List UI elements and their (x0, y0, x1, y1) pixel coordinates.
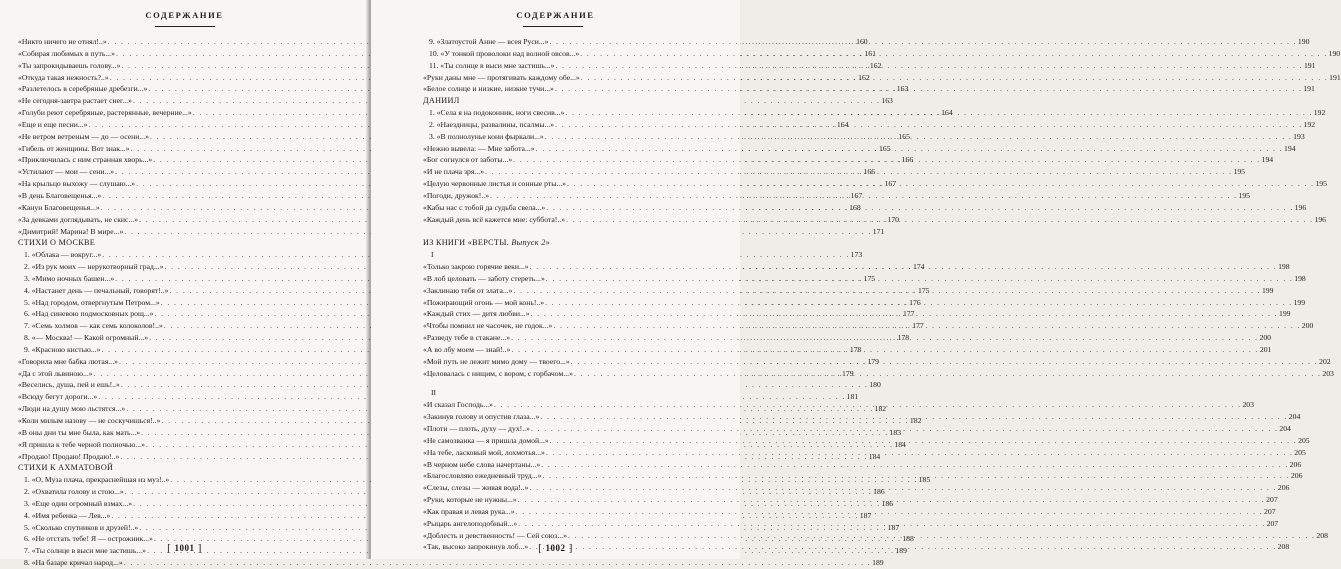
dot-leader (566, 214, 1313, 226)
toc-entry-title: «Целовалась с нищим, с вором, с горбачом...» (423, 368, 573, 378)
toc-entry-page: 200 (1301, 321, 1314, 331)
toc-entry-title: «Мой путь не лежит мимо дому — твоего...» (423, 356, 570, 366)
toc-entry-title: «Приключилась с ним странная хворь...» (18, 155, 153, 165)
toc-entry-title: «Пожирающий огонь — мой конь!..» (423, 297, 545, 307)
dot-leader (485, 166, 1232, 178)
toc-entry (18, 379, 881, 391)
toc-entry-page: 187 (859, 510, 872, 520)
toc-entry-page: 162 (858, 72, 870, 82)
toc-entry-title: «Не самозванка — я пришла домой...» (423, 435, 549, 445)
dot-leader (549, 36, 1296, 48)
dot-leader (555, 119, 1302, 131)
toc-entry-title: «И не плача зря...» (423, 167, 485, 177)
toc-entry-page: 198 (1294, 273, 1306, 283)
toc-entry-page: 189 (872, 558, 884, 568)
page-number: [ 1002 ] (538, 542, 573, 554)
toc-entry-title: 2. «Охватила голову и стою...» (24, 487, 124, 497)
section-heading: ДАНИИЛ (423, 96, 460, 106)
toc-entry-title: «Да с этой львиною...» (18, 368, 93, 378)
toc-entry-title: «А во лбу моем — знай!..» (423, 344, 511, 354)
toc-entry-page: 181 (846, 392, 859, 402)
toc-entry-title: «Погоди, дружок!..» (423, 190, 490, 200)
page-number-value: 1001 (174, 543, 195, 553)
toc-entry (18, 557, 884, 569)
running-header: СОДЕРЖАНИЕ (516, 10, 595, 20)
dot-leader (531, 308, 1278, 320)
toc-entry-page: 165 (879, 143, 891, 153)
toc-entry-title: «Не ветром ветреным — до — осени...» (18, 131, 149, 141)
toc-entry-page: 163 (896, 84, 909, 94)
toc-entry-title: «Собирая любимых в путь...» (18, 48, 115, 58)
dot-leader (540, 411, 1287, 423)
toc-entry-title: «Плоти — плоть, духу — дух!..» (423, 424, 530, 433)
toc-entry-title: 2. «Наездницы, развалины, псалмы...» (429, 119, 555, 129)
toc-entry-title: 9. «Красною кистью...» (24, 344, 101, 354)
dot-leader (494, 399, 1241, 411)
toc-entry-page: 195 (1233, 167, 1245, 177)
toc-entry-page: 208 (1277, 542, 1290, 552)
toc-entry-title: 4. «Имя ребенка — Лев...» (24, 510, 111, 520)
toc-entry-title: «Разведу тебе в стакане...» (423, 333, 511, 343)
toc-entry-title: «Откуда такая нежность?..» (18, 72, 109, 82)
subsection-numeral: II (431, 388, 436, 398)
toc-entry-title: «Голуби реют серебряные, растерянные, вечерние...» (18, 108, 192, 118)
toc-entry-title: «Говорила мне бабка лютая...» (18, 356, 118, 366)
dot-leader (545, 131, 1292, 143)
toc-entry-title: «В черном небе слова начертаны...» (423, 459, 541, 469)
toc-entry-title: «Коли милым назову — не соскучишься!..» (18, 416, 161, 425)
toc-entry-title: «Чтобы помнил не часочек, не годок...» (423, 321, 553, 331)
toc-entry-page: 207 (1266, 518, 1279, 528)
section-heading-italic: Выпуск 2 (511, 238, 546, 248)
subsection-numeral: I (431, 250, 434, 260)
toc-entry-page: 191 (1303, 60, 1316, 70)
toc-entry-title: 2. «Из рук моих — нерукотворный град...» (24, 262, 164, 272)
toc-entry-title: 7. «Ты солнце в выси мне застишь...» (24, 546, 146, 556)
toc-entry-title: «Так, высоко запрокинув лоб...» (423, 542, 529, 552)
toc-entry-page: 186 (873, 487, 885, 497)
toc-entry-title: «Гибель от женщины. Вот знак...» (18, 143, 130, 153)
toc-entry-title: «Закинув голову и опустив глаза...» (423, 412, 540, 422)
dot-leader (518, 518, 1265, 530)
toc-entry (423, 459, 1302, 471)
dot-leader (556, 60, 1303, 72)
toc-entry-title: «Только закрою горячие веки...» (423, 262, 529, 272)
toc-entry-page: 163 (881, 96, 893, 106)
toc-entry-title: 9. «Златоустой Анне — всея Руси...» (429, 37, 549, 46)
toc-entry-title: «И сказал Господь...» (423, 400, 494, 410)
section-heading-text: ИЗ КНИГИ «ВЕРСТЫ. (423, 238, 512, 248)
toc-entry-title: «Разлетелось в серебряные дребезги...» (18, 84, 148, 94)
dot-leader (518, 494, 1265, 506)
toc-entry-title: «Каждый стих — дитя любви...» (423, 309, 530, 319)
toc-entry-title: 6. «Над синевою подмосковных рощ...» (24, 309, 154, 319)
dot-leader (490, 190, 1237, 202)
toc-entry-title: «Димитрий! Марина! В мире...» (18, 226, 124, 236)
toc-entry-page: 194 (1284, 143, 1296, 153)
toc-entry-title: «Благословляю ежедневный труд...» (423, 471, 542, 481)
toc-entry-page: 195 (1315, 179, 1327, 189)
toc-entry-page: 203 (1242, 400, 1254, 410)
toc-entry-title: «Как правая и левая рука...» (423, 506, 515, 516)
toc-entry-page: 201 (1259, 344, 1272, 354)
toc-entry-title: «Веселись, душа, пей и ешь!..» (18, 380, 120, 390)
page-number: [ 1001 ] (167, 542, 202, 554)
toc-entry-title: «Ты запрокидываешь голову...» (18, 60, 121, 70)
toc-entry-page: 202 (1319, 356, 1331, 366)
toc-entry-page: 184 (894, 439, 906, 449)
toc-entry-page: 194 (1261, 155, 1274, 165)
toc-entry-page: 192 (1303, 119, 1316, 129)
toc-entry-page: 208 (1316, 530, 1328, 540)
toc-entry-page: 164 (941, 108, 953, 118)
toc-entry-page: 177 (912, 321, 924, 331)
toc-entry-page: 206 (1289, 459, 1302, 469)
toc-entry-page: 176 (909, 297, 921, 307)
toc-entry-title: 8. «На базаре кричал народ...» (24, 558, 123, 568)
toc-entry-title: «Не сегодня-завтра растает снег...» (18, 96, 132, 106)
toc-entry-page: 189 (895, 546, 907, 556)
toc-entry-page: 160 (856, 37, 868, 46)
toc-entry-page: 161 (864, 48, 876, 58)
toc-entry-title: «Люди на душу мою льстятся...» (18, 404, 126, 414)
section-heading (423, 237, 728, 249)
toc-entry-title: «Руки даны мне — протягивать каждому обе...» (423, 72, 580, 82)
toc-entry-page: 175 (917, 285, 930, 295)
toc-entry-page: 205 (1298, 435, 1310, 445)
toc-entry-page: 186 (881, 498, 894, 508)
dot-leader (567, 178, 1314, 190)
running-header: СОДЕРЖАНИЕ (145, 10, 224, 20)
toc-entry-title: «Бог согнулся от заботы...» (423, 155, 513, 165)
toc-entry-title: 3. «В полнолунье кони фыркали...» (429, 131, 544, 141)
toc-entry-page: 207 (1266, 495, 1278, 505)
section-heading-suffix: » (545, 238, 551, 248)
toc-entry-title: «Кабы нас с тобой да судьба свела...» (423, 202, 546, 212)
dot-leader (546, 202, 1293, 214)
toc-entry (18, 226, 885, 238)
toc-entry-page: 196 (1294, 202, 1307, 212)
toc-entry-page: 179 (842, 368, 854, 378)
toc-entry-title: 6. «Не отстать тебе! Я — острожник...» (24, 534, 153, 544)
dot-leader (571, 356, 1318, 368)
toc-entry-title: «Еще и еще песни...» (18, 119, 88, 129)
toc-entry (18, 249, 863, 261)
toc-entry-page: 173 (850, 250, 863, 260)
dot-leader (516, 506, 1263, 518)
toc-entry-title: «Устилают — мои — сени...» (18, 167, 115, 177)
toc-entry-title: 1. «Облака — вокруг...» (24, 250, 102, 260)
toc-entry-page: 168 (849, 202, 861, 212)
dot-leader (555, 83, 1302, 95)
dot-leader (550, 435, 1297, 447)
toc-entry-title: 3. «Мимо ночных башен...» (24, 273, 115, 283)
dot-leader (514, 285, 1261, 297)
toc-entry-page: 198 (1278, 262, 1290, 272)
dot-leader (553, 320, 1300, 332)
toc-entry-page: 185 (918, 475, 931, 485)
dot-leader (565, 107, 1312, 119)
toc-entry-title: 10. «У тонкой проволоки над волной овсов...» (429, 48, 580, 58)
toc-entry-page: 187 (887, 522, 900, 532)
toc-entry-page: 167 (850, 190, 863, 200)
toc-entry-title: «Всюду бегут дороги...» (18, 392, 98, 402)
spacer (423, 379, 728, 387)
toc-entry-title: «Слезы, слезы — живая вода!..» (423, 483, 529, 493)
toc-entry-title: «Руки, которые не нужны...» (423, 495, 517, 505)
toc-entry-page: 199 (1278, 309, 1291, 319)
toc-entry-page: 179 (867, 356, 879, 366)
toc-entry-title: «Канун Благовещенья...» (18, 202, 100, 212)
dot-leader (511, 344, 1258, 356)
toc-entry-page: 178 (897, 333, 910, 343)
toc-entry-title: 5. «Над городом, отвергнутым Петром...» (24, 297, 160, 307)
section-heading: СТИХИ К АХМАТОВОЙ (18, 463, 114, 473)
toc-entry-page: 204 (1279, 424, 1291, 433)
toc-entry-page: 182 (909, 416, 922, 425)
header-rule (523, 26, 583, 27)
toc-entry-page: 204 (1288, 412, 1301, 422)
toc-entry-title: 1. «О, Муза плача, прекраснейшая из муз!..» (24, 475, 170, 485)
toc-entry-title: «На крыльцо выхожу — слушаю...» (18, 179, 136, 189)
dot-leader (511, 332, 1258, 344)
toc-entry-page: 205 (1294, 447, 1306, 457)
toc-entry-title: 11. «Ты солнце в выси мне застишь...» (429, 60, 555, 70)
toc-entry-page: 170 (887, 214, 900, 224)
toc-entry-title: «Нежно вывела: — Мне забота...» (423, 143, 535, 153)
page-number-value: 1002 (545, 543, 566, 553)
toc-entry-page: 175 (863, 273, 876, 283)
toc-entry-title: «За девками доглядывать, не скис...» (18, 214, 139, 224)
toc-entry-title: «Продаю! Продаю! Продаю!..» (18, 451, 120, 461)
toc-entry-page: 199 (1293, 297, 1306, 307)
toc-entry-page: 192 (1313, 108, 1326, 118)
toc-entry-title: 3. «Еще один огромный взмах...» (24, 498, 133, 508)
toc-entry-title: «Никто ничего не отнял!..» (18, 37, 107, 46)
toc-entry-page: 174 (912, 262, 925, 272)
toc-entry-title: «Целую червонные листья и сонные рты...» (423, 179, 567, 189)
toc-entry-page: 191 (1303, 84, 1315, 94)
toc-entry-title: «Заклинаю тебя от злата...» (423, 285, 513, 295)
toc-entry-title: «На тебе, ласковый мой, лохмотья...» (423, 447, 545, 457)
toc-entry-page: 166 (863, 167, 876, 177)
dot-leader (542, 470, 1289, 482)
toc-entry-page: 183 (889, 427, 902, 437)
toc-entry-page: 171 (872, 226, 885, 236)
toc-entry-title: «Белое солнце и низкие, низкие тучи...» (423, 84, 554, 94)
dot-leader (568, 530, 1315, 542)
spacer (423, 226, 728, 238)
toc-entry-page: 188 (902, 534, 914, 544)
toc-entry-title: «В лоб целовать — заботу стереть...» (423, 273, 545, 283)
toc-entry-page: 167 (884, 179, 897, 189)
toc-entry-title: 1. «Села я на подоконник, ноги свесив...» (429, 108, 565, 118)
toc-entry-page: 193 (1293, 131, 1305, 141)
toc-entry-page: 184 (868, 451, 881, 461)
dot-leader (529, 482, 1276, 494)
toc-entry-page: 162 (869, 60, 882, 70)
toc-entry-page: 190 (1328, 48, 1341, 58)
toc-entry-page: 207 (1264, 506, 1276, 516)
toc-entry-page: 190 (1297, 37, 1310, 46)
toc-entry-title: 8. «— Москва! — Какой огромный...» (24, 333, 149, 343)
dot-leader (546, 273, 1293, 285)
dot-leader (531, 423, 1278, 435)
toc-entry-page: 191 (1329, 72, 1341, 82)
toc-entry-page: 206 (1290, 471, 1303, 481)
toc-entry-page: 164 (836, 119, 849, 129)
toc-entry-title: 4. «Настанет день — печальный, говорят!..» (24, 285, 169, 295)
dot-leader (513, 154, 1260, 166)
section-heading: СТИХИ О МОСКВЕ (18, 238, 96, 248)
toc-entry-title: 7. «Семь холмов — как семь колоколов!..» (24, 321, 163, 331)
toc-entry-page: 180 (869, 380, 881, 390)
toc-entry-title: «В день Благовещенья...» (18, 190, 102, 200)
dot-leader (530, 261, 1277, 273)
toc-entry-page: 195 (1238, 190, 1250, 200)
dot-leader (536, 143, 1283, 155)
toc-entry-title: «Рыцарь ангелоподобный...» (423, 518, 518, 528)
toc-entry-page: 166 (901, 155, 914, 165)
toc-entry-page: 178 (849, 344, 862, 354)
toc-entry-page: 182 (874, 404, 887, 414)
toc-entry-page: 177 (902, 309, 915, 319)
toc-entry-page: 206 (1277, 483, 1290, 493)
toc-entry-title: «Каждый день всё кажется мне: суббота!..» (423, 214, 566, 224)
toc-entry-title: 5. «Сколько спутников и друзей!..» (24, 522, 139, 532)
toc-entry-page: 196 (1314, 214, 1327, 224)
dot-leader (546, 447, 1293, 459)
toc-entry-page: 199 (1261, 285, 1274, 295)
toc-entry-page: 165 (898, 131, 910, 141)
toc-entry-title: «Доблесть и девственность! — Сей союз...» (423, 530, 567, 540)
toc-entry-page: 203 (1322, 368, 1334, 378)
dot-leader (545, 297, 1292, 309)
header-rule (155, 26, 215, 27)
toc-entry-title: «Я пришла к тебе черной полночью...» (18, 439, 145, 449)
toc-entry-page: 200 (1259, 333, 1272, 343)
dot-leader (574, 368, 1321, 380)
toc-entry-title: «В оны дни ты мне была, как мать...» (18, 427, 141, 437)
dot-leader (581, 72, 1328, 84)
dot-leader (541, 459, 1288, 471)
dot-leader (580, 48, 1327, 60)
